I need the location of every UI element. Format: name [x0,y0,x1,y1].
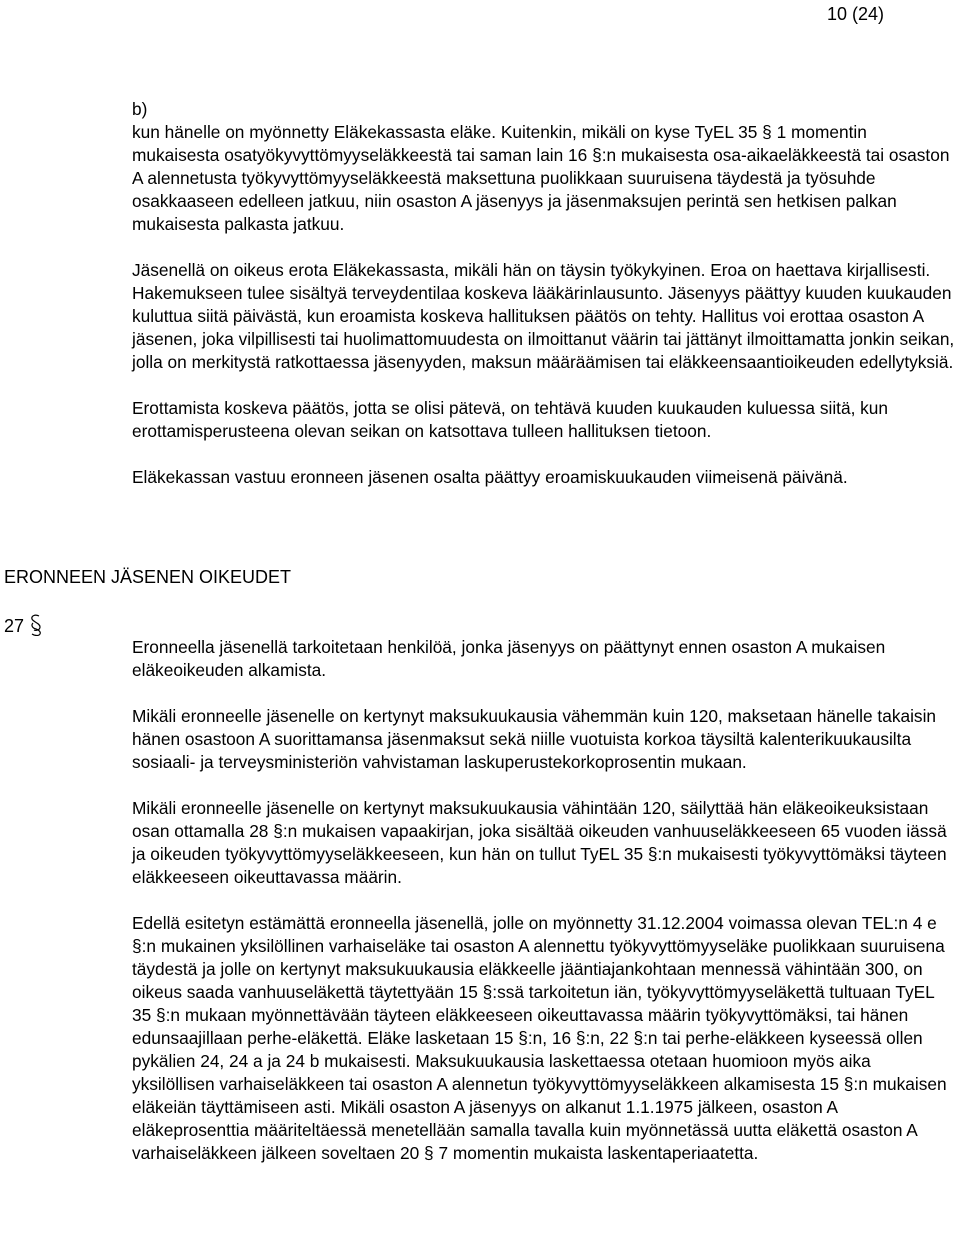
section-sign-icon [29,614,43,636]
section-number: 27 [4,616,25,636]
paragraph: Eläkekassan vastuu eronneen jäsenen osalta päättyy eroamiskuukauden viimeisenä päivänä. [132,467,848,487]
paragraph: Eronneella jäsenellä tarkoitetaan henkilöä, jonka jäsenyys on päättynyt ennen osaston A mukaisen eläkeoikeuden alkamista. [132,637,886,680]
section-27 [132,636,956,1165]
section-number-27 [4,614,43,637]
paragraph: Mikäli eronneelle jäsenelle on kertynyt maksukuukausia vähemmän kuin 120, maksetaan hänelle takaisin hänen osastoon A suorittamansa jäsenmaksut sekä niille vuotuista korkoa täysiltä kalenterikuukausilta sosiaali- ja terveysministeriön vahvistaman laskuperustekorkoprosentin mukaan. [132,706,937,772]
paragraph: Mikäli eronneelle jäsenelle on kertynyt maksukuukausia vähintään 120, säilyttää hän eläkeoikeuksistaan osan ottamalla 28 §:n mukaisen vapaakirjan, joka sisältää oikeuden vanhuuseläkkeeseen 65 vuoden iässä ja oikeuden työkyvyttömyyseläkkeeseen, kun hän on tullut TyEL 35 §:n mukaisesti työkyvyttömäksi täyteen eläkkeeseen oikeuttavassa määrin. [132,798,947,887]
paragraph: Erottamista koskeva päätös, jotta se olisi pätevä, on tehtävä kuuden kuukauden kuluessa siitä, kun erottamisperusteena olevan seikan on katsottava tulleen hallituksen tietoon. [132,398,889,441]
section-b [132,98,956,489]
section-heading: ERONNEEN JÄSENEN OIKEUDET [4,567,292,587]
paragraph: kun hänelle on myönnetty Eläkekassasta eläke. Kuitenkin, mikäli on kyse TyEL 35 § 1 momentin mukaisesta osatyökyvyttömyyseläkkeestä tai saman lain 16 §:n mukaisesta osa-aikaeläkkeestä tai osaston A alennetusta työkyvyttömyyseläkkeestä maksettuna puolikkaan suuruisena täydestä ja työsuhde osakkaaseen edelleen jatkuu, niin osaston A jäsenyys ja jäsenmaksujen perintä sen hetkisen palkan mukaisesta palkasta jatkuu. [132,122,950,234]
page-number: 10 (24) [826,4,884,24]
paragraph: Jäsenellä on oikeus erota Eläkekassasta, mikäli hän on täysin työkykyinen. Eroa on haettava kirjallisesti. Hakemukseen tulee sisältyä terveydentilaa koskeva lääkärinlausunto. Jäsenyys päättyy kuuden kuukauden kuluttua siitä päivästä, kun eroamista koskeva hallituksen päätös on tehty. Hallitus voi erottaa osaston A jäsenen, joka vilpillisesti tai huolimattomuudesta on ilmoittanut väärin tai jättänyt ilmoittamatta jonkin seikan, jolla on merkitystä ratkottaessa jäsenyyden, maksun määräämisen tai eläkkeensaantioikeuden edellytyksiä. [132,260,955,372]
section-b-label: b) [132,99,148,119]
paragraph: Edellä esitetyn estämättä eronneella jäsenellä, jolle on myönnetty 31.12.2004 voimassa olevan TEL:n 4 e §:n mukainen yksilöllinen varhaiseläke tai osaston A alennettu työkyvyttömyyseläke puolikkaan suuruisena täydestä ja jolle on kertynyt maksukuukausia eläkkeelle jääntiajankohtaan mennessä vähintään 300, on oikeus saada vanhuuseläkettä täytettyään 15 §:ssä tarkoitetun iän, työkyvyttömyyseläkettä tultuaan TyEL 35 §:n mukaan myönnettävään täyteen eläkkeeseen oikeuttavassa määrin työkyvyttömäksi, tai hänen edunsaajillaan perhe-eläkettä. Eläke lasketaan 15 §:n, 16 §:n, 22 §:n tai perhe-eläkkeen kyseessä ollen pykälien 24, 24 a ja 24 b mukaisesti. Maksukuukausia laskettaessa otetaan huomioon myös aika yksilöllisen varhaiseläkkeen tai osaston A alennetun työkyvyttömyyseläkkeen alkamisesta 15 §:n mukaisen eläkeiän täyttämiseen asti. Mikäli osaston A jäsenyys on alkanut 1.1.1975 jälkeen, osaston A eläkeprosenttia määriteltäessä menetellään samalla tavalla kuin myönnetässä uutta eläkettä osaston A varhaiseläkkeen jälkeen soveltaen 20 § 7 momentin mukaista laskentaperiaatetta. [132,913,947,1163]
